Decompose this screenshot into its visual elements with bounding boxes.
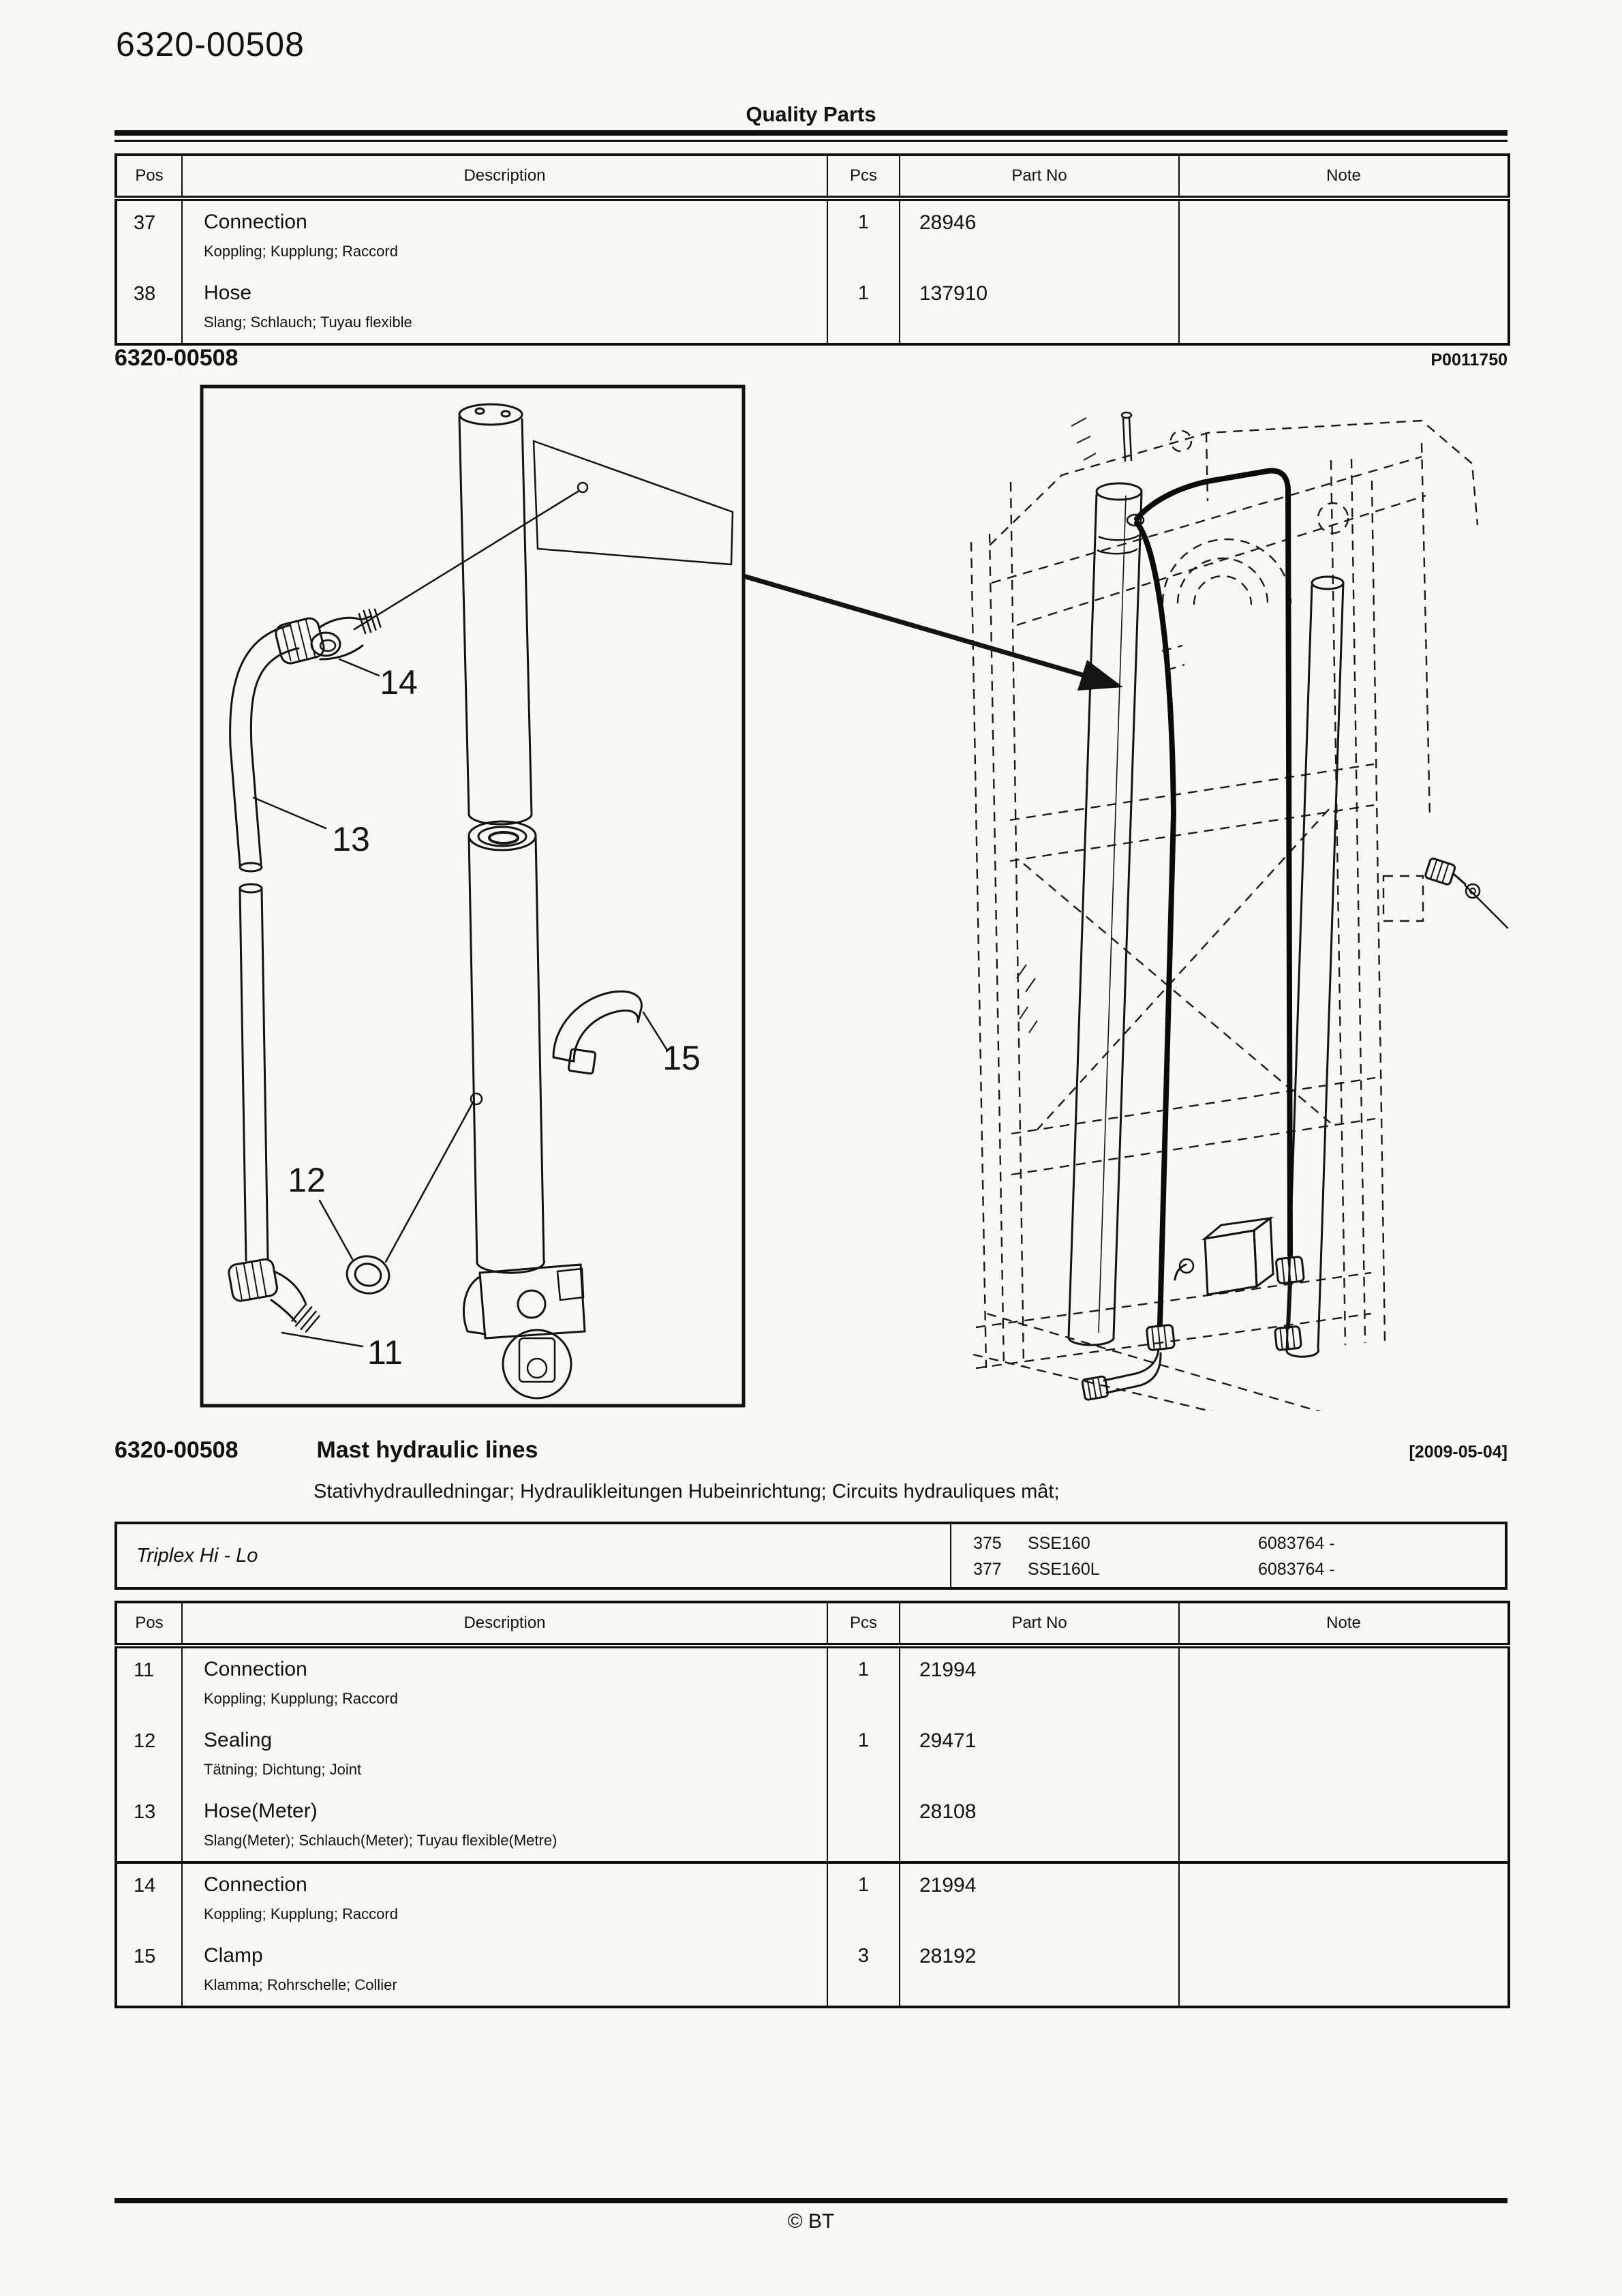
header-rule	[114, 130, 1508, 142]
cell-partno: 137910	[900, 272, 1179, 344]
cell-pcs: 1	[827, 1862, 900, 1935]
cell-partno: 21994	[900, 1862, 1179, 1935]
variant-row	[973, 1556, 1505, 1582]
part-alt-names: Tätning; Dichtung; Joint	[204, 1761, 362, 1778]
part-label-11: 11	[367, 1333, 403, 1372]
cell-description	[182, 1646, 827, 1719]
col-header-partno: Part No	[900, 155, 1179, 198]
table-row	[116, 198, 1509, 272]
cell-pos: 12	[116, 1719, 182, 1790]
exploded-view-box	[202, 387, 744, 1406]
cell-note	[1179, 1935, 1509, 2007]
part-name: Connection	[204, 1658, 307, 1680]
mast-hatch-details	[1017, 418, 1096, 1033]
cell-description	[182, 272, 827, 344]
figure-section-number: 6320-00508	[114, 345, 239, 371]
cell-partno: 28192	[900, 1935, 1179, 2007]
cell-pos: 11	[116, 1646, 182, 1719]
cell-pos: 37	[116, 198, 182, 272]
col-header-note: Note	[1179, 1602, 1509, 1646]
parts-table-main	[114, 1601, 1510, 2008]
cell-pos: 14	[116, 1862, 182, 1935]
table-header-row	[116, 155, 1509, 198]
variant-models-cell	[951, 1524, 1505, 1587]
page-title: Quality Parts	[746, 102, 876, 126]
cell-note	[1179, 1790, 1509, 1862]
cell-pos: 15	[116, 1935, 182, 2007]
col-header-partno: Part No	[900, 1602, 1179, 1646]
part-alt-names: Klamma; Rohrschelle; Collier	[204, 1976, 397, 1993]
cell-note	[1179, 1646, 1509, 1719]
part-label-15: 15	[662, 1039, 701, 1077]
part-name: Connection	[204, 211, 307, 233]
cell-partno: 29471	[900, 1719, 1179, 1790]
cell-description	[182, 1790, 827, 1862]
cell-pcs	[827, 1790, 900, 1862]
cell-description	[182, 1862, 827, 1935]
cell-pcs: 1	[827, 1646, 900, 1719]
parts-table-top	[114, 153, 1510, 346]
doc-number: 6320-00508	[116, 25, 305, 63]
col-header-pos: Pos	[116, 155, 182, 198]
cell-pcs: 1	[827, 1719, 900, 1790]
cell-pcs: 3	[827, 1935, 900, 2007]
col-header-pos: Pos	[116, 1602, 182, 1646]
table-row	[116, 1646, 1509, 1719]
section-title: Mast hydraulic lines	[316, 1437, 538, 1463]
cell-pos: 38	[116, 272, 182, 344]
table-row	[116, 272, 1509, 344]
part-name: Connection	[204, 1873, 307, 1896]
figure-plate-code: P0011750	[1430, 350, 1508, 369]
col-header-description: Description	[182, 155, 827, 198]
cell-partno: 21994	[900, 1646, 1179, 1719]
variant-model: SSE160	[1028, 1533, 1090, 1553]
variant-row	[973, 1530, 1505, 1556]
part-alt-names: Koppling; Kupplung; Raccord	[204, 243, 398, 260]
cell-pcs: 1	[827, 272, 900, 344]
part-alt-names: Koppling; Kupplung; Raccord	[204, 1690, 398, 1707]
col-header-pcs: Pcs	[827, 1602, 900, 1646]
cell-note	[1179, 198, 1509, 272]
variant-serial-range: 6083764 -	[1258, 1559, 1335, 1579]
footer-rule	[114, 2198, 1508, 2203]
variant-code: 377	[973, 1559, 1002, 1579]
cell-note	[1179, 272, 1509, 344]
table-row	[116, 1719, 1509, 1790]
section-number: 6320-00508	[114, 1437, 239, 1463]
variant-name-cell	[117, 1524, 951, 1587]
table-row	[116, 1790, 1509, 1862]
part-label-14: 14	[380, 663, 418, 701]
variant-code: 375	[973, 1533, 1002, 1553]
part-label-12: 12	[288, 1161, 326, 1199]
cell-pcs: 1	[827, 198, 900, 272]
footer-copyright: © BT	[787, 2210, 835, 2233]
part-name: Sealing	[204, 1729, 273, 1751]
table-row	[116, 1935, 1509, 2007]
reference-arrow	[744, 576, 1123, 691]
cell-partno: 28108	[900, 1790, 1179, 1862]
part-name: Hose	[204, 282, 252, 304]
part-alt-names: Koppling; Kupplung; Raccord	[204, 1905, 398, 1922]
col-header-description: Description	[182, 1602, 827, 1646]
cell-note	[1179, 1719, 1509, 1790]
mast-ghost-structure	[971, 421, 1478, 1411]
exploded-parts-drawing	[0, 378, 1622, 1411]
cell-description	[182, 1719, 827, 1790]
part-alt-names: Slang(Meter); Schlauch(Meter); Tuyau flexible(Metre)	[204, 1832, 557, 1849]
col-header-pcs: Pcs	[827, 155, 900, 198]
figure-diagram	[0, 378, 1622, 1411]
part-name: Hose(Meter)	[204, 1800, 318, 1822]
part-alt-names: Slang; Schlauch; Tuyau flexible	[204, 314, 412, 331]
cell-partno: 28946	[900, 198, 1179, 272]
variant-name: Triplex Hi - Lo	[136, 1544, 258, 1567]
variant-serial-range: 6083764 -	[1258, 1533, 1335, 1553]
cell-description	[182, 1935, 827, 2007]
cell-pos: 13	[116, 1790, 182, 1862]
variant-table	[114, 1522, 1508, 1590]
col-header-note: Note	[1179, 155, 1509, 198]
part-label-13: 13	[332, 820, 370, 858]
figure-heading	[114, 345, 1508, 372]
section-revision-date: [2009-05-04]	[1409, 1442, 1508, 1462]
part-name: Clamp	[204, 1944, 263, 1967]
cell-description	[182, 198, 827, 272]
mast-lift-cylinder	[1069, 412, 1343, 1357]
cell-note	[1179, 1862, 1509, 1935]
section-heading	[114, 1437, 1508, 1464]
section-subtitle: Stativhydraulledningar; Hydraulikleitungen Hubeinrichtung; Circuits hydrauliques mât;	[313, 1481, 1060, 1502]
table-header-row	[116, 1602, 1509, 1646]
table-row	[116, 1862, 1509, 1935]
variant-model: SSE160L	[1028, 1559, 1100, 1579]
